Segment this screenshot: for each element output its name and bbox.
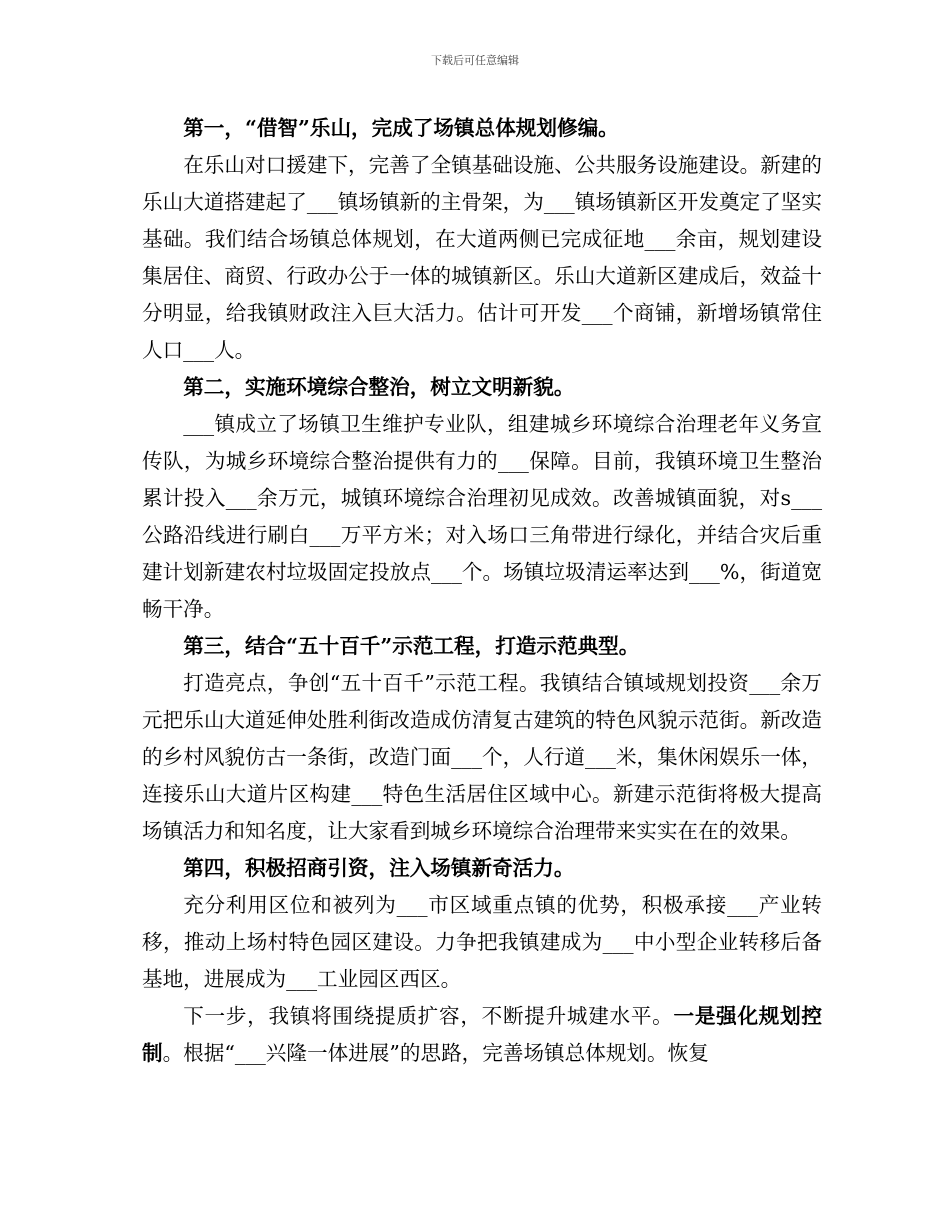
paragraph-5 bbox=[142, 998, 822, 1072]
document-body bbox=[142, 110, 822, 1072]
paragraph-1: 在乐山对口援建下，完善了全镇基础设施、公共服务设施建设。新建的乐山大道搭建起了___镇场镇新的主骨架，为___镇场镇新区开发奠定了坚实基础。我们结合场镇总体规划，在大道两侧已完成征地___余亩，规划建设集居住、商贸、行政办公于一体的城镇新区。乐山大道新区建成后，效益十分明显，给我镇财政注入巨大活力。估计可开发___个商铺，新增场镇常住人口___人。 bbox=[142, 153, 822, 362]
section-heading-1: 第一，“借智”乐山，完成了场镇总体规划修编。 bbox=[183, 116, 619, 140]
paragraph-5-intro: 下一步，我镇将围绕提质扩容，不断提升城建水平。 bbox=[183, 1004, 674, 1028]
section-heading-3: 第三，结合“五十百千”示范工程，打造示范典型。 bbox=[183, 634, 640, 658]
paragraph-2: ___镇成立了场镇卫生维护专业队，组建城乡环境综合治理老年义务宣传队，为城乡环境综合整治提供有力的___保障。目前，我镇环境卫生整治累计投入___余万元，城镇环境综合治理初见成效。改善城镇面貌，对s___公路沿线进行刷白___万平方米；对入场口三角带进行绿化，并结合灾后重建计划新建农村垃圾固定投放点___个。场镇垃圾清运率达到___%，街道宽畅干净。 bbox=[142, 412, 822, 621]
paragraph-5-emphasis: 一是强化规划控制 bbox=[142, 1004, 823, 1065]
paragraph-3: 打造亮点，争创“五十百千”示范工程。我镇结合镇域规划投资___余万元把乐山大道延伸处胜利街改造成仿清复古建筑的特色风貌示范街。新改造的乡村风貌仿古一条街，改造门面___个，人行道___米，集休闲娱乐一体，连接乐山大道片区构建___特色生活居住区域中心。新建示范街将极大提高场镇活力和知名度，让大家看到城乡环境综合治理带来实实在在的效果。 bbox=[142, 671, 822, 843]
section-heading-4: 第四，积极招商引资，注入场镇新奇活力。 bbox=[183, 856, 575, 880]
paragraph-4: 充分利用区位和被列为___市区域重点镇的优势，积极承接___产业转移，推动上场村特色园区建设。力争把我镇建成为___中小型企业转移后备基地，进展成为___工业园区西区。 bbox=[142, 893, 822, 991]
page-header: 下载后可任意编辑 bbox=[431, 54, 519, 67]
paragraph-5-rest: 。根据“___兴隆一体进展”的思路，完善场镇总体规划。恢复 bbox=[162, 1041, 709, 1065]
section-heading-2: 第二，实施环境综合整治，树立文明新貌。 bbox=[183, 375, 575, 399]
